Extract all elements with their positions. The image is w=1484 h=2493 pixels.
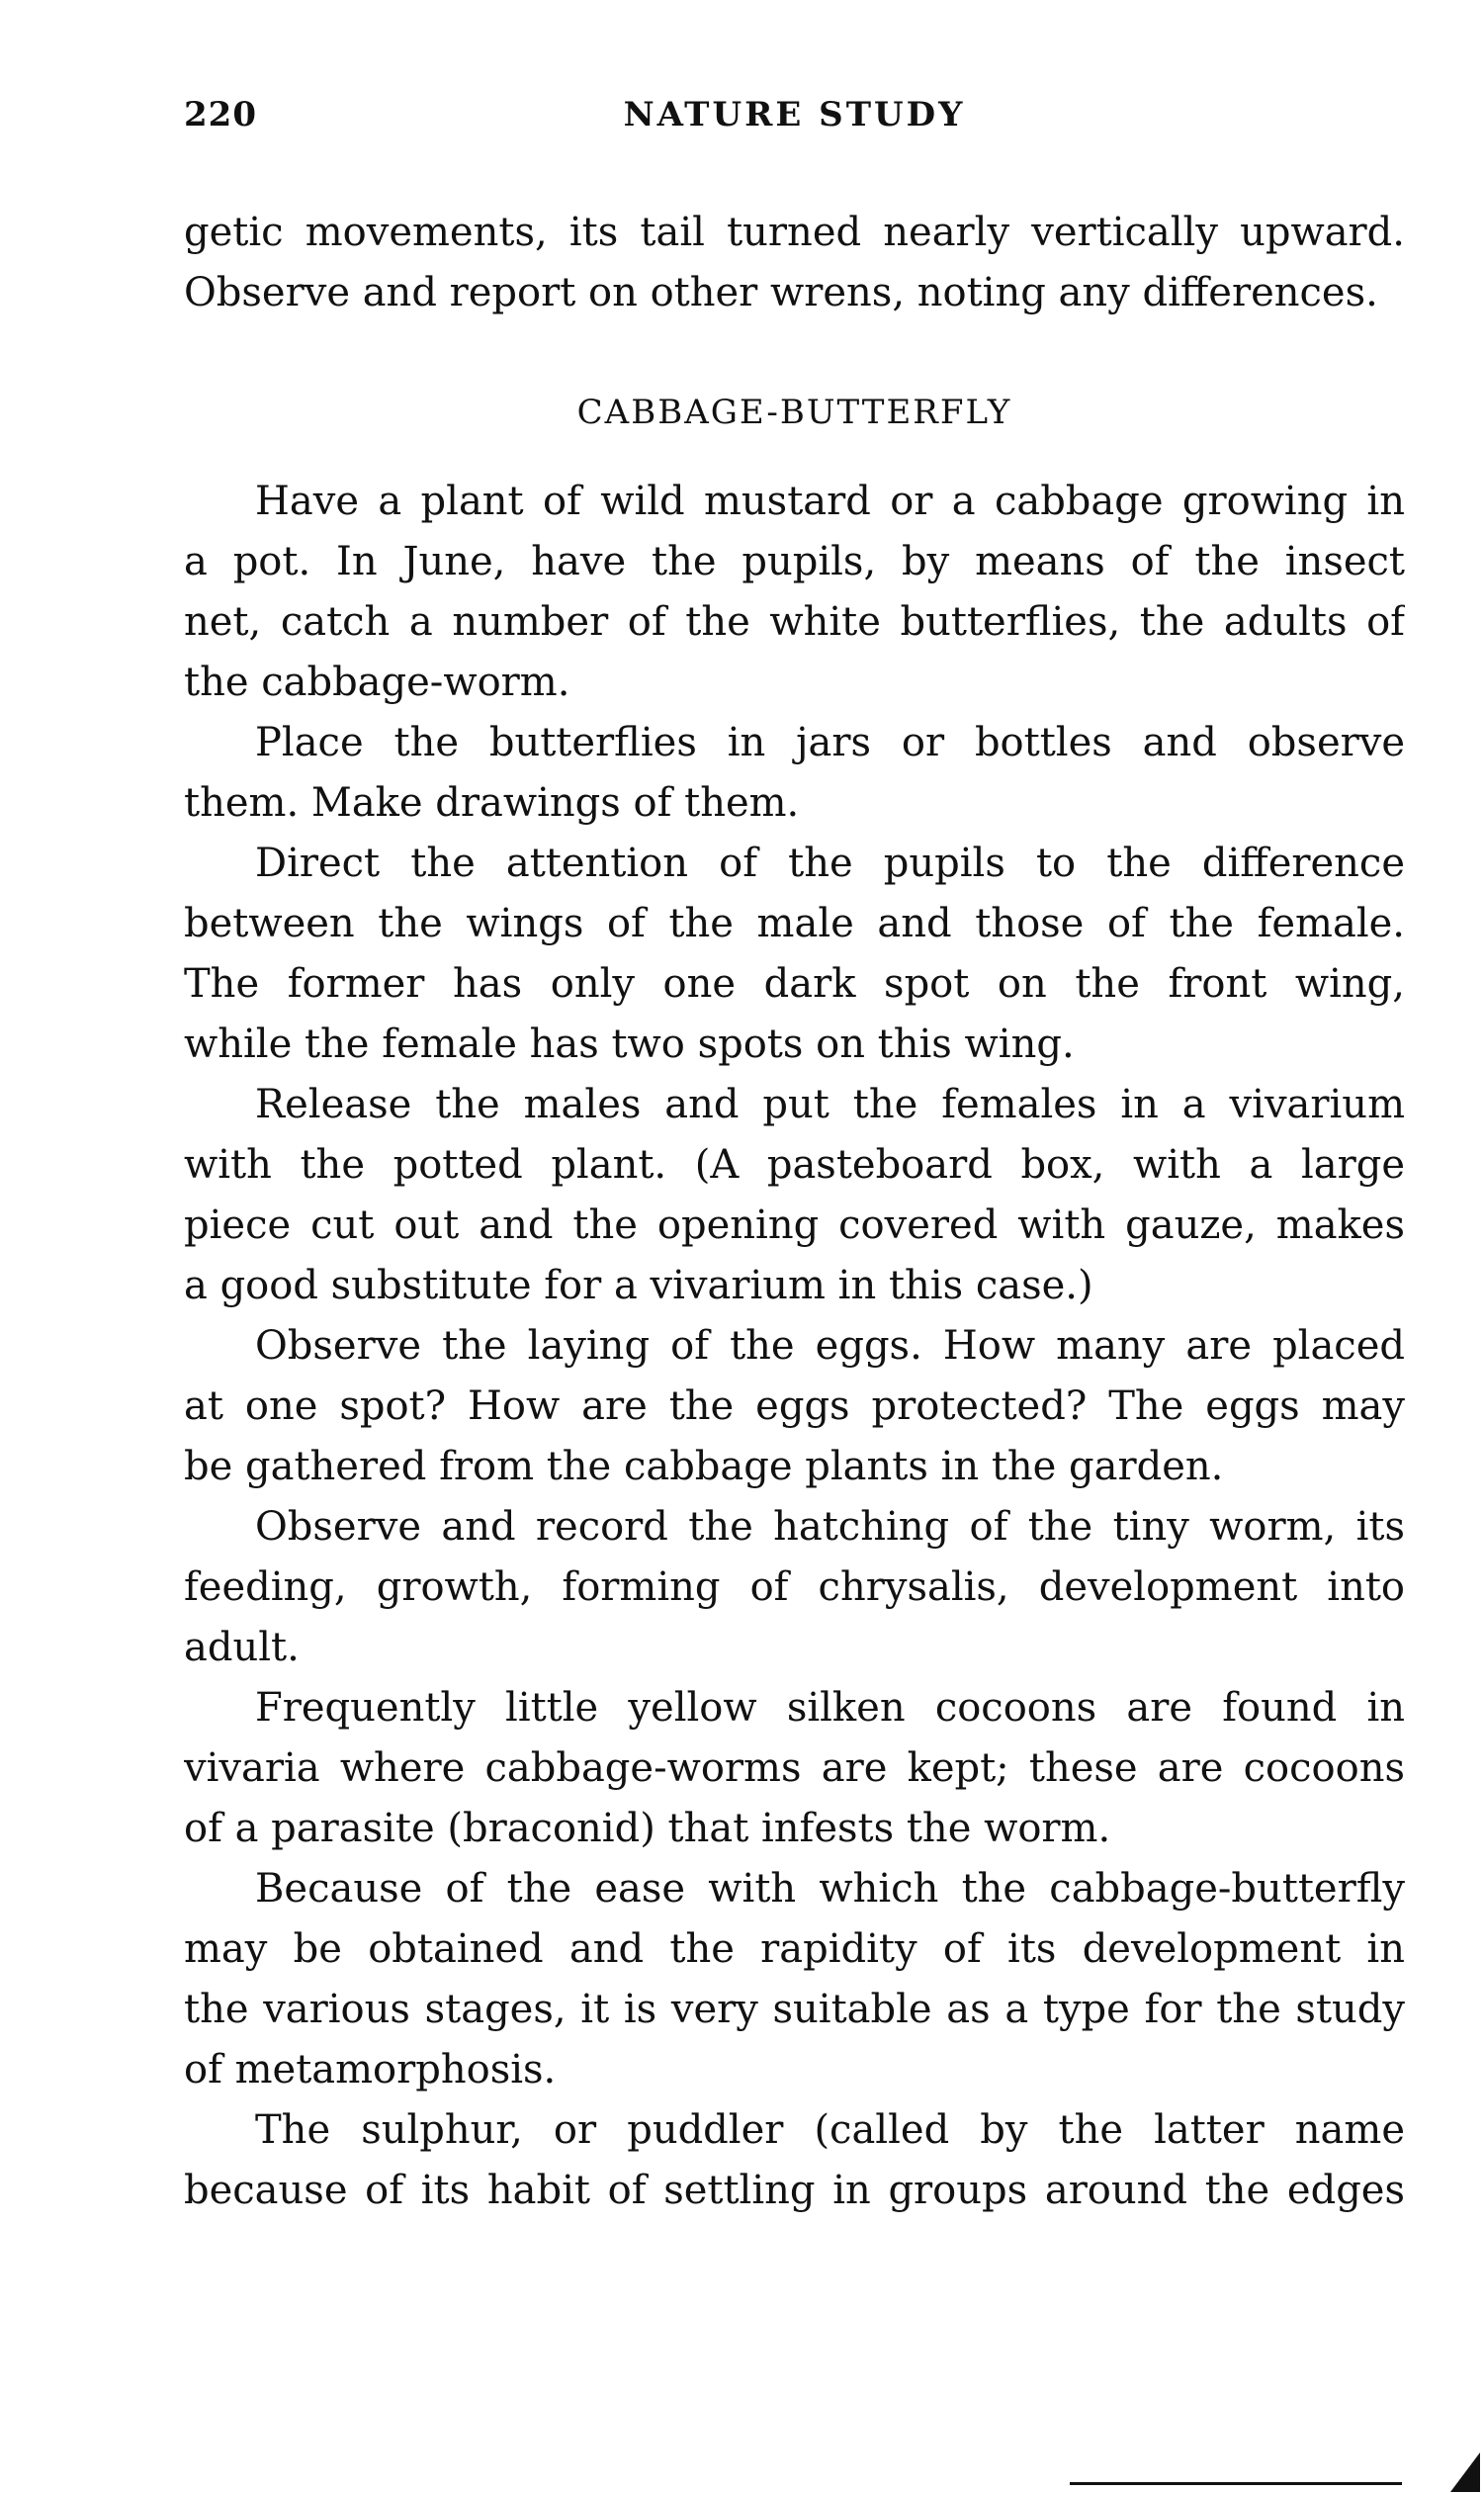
scan-corner-mark (1450, 2452, 1480, 2492)
text-line: feeding, growth, forming of chrysalis, development into (184, 1564, 1405, 1610)
text-line: Observe and record the hatching of the tiny worm, its (255, 1504, 1405, 1550)
text-line: a good substitute for a vivarium in this case.) (184, 1263, 1093, 1308)
page-number: 220 (184, 95, 257, 134)
body-text (184, 203, 1405, 2221)
text-line: be gathered from the cabbage plants in the garden. (184, 1444, 1224, 1489)
text-line: Observe and report on other wrens, noting any differences. (184, 270, 1378, 315)
section-heading: CABBAGE-BUTTERFLY (576, 393, 1012, 432)
text-line: getic movements, its tail turned nearly vertically upward. (184, 210, 1405, 255)
text-line: a pot. In June, have the pupils, by means of the insect (184, 539, 1405, 584)
text-line: because of its habit of settling in groups around the edges (184, 2168, 1405, 2213)
text-line: piece cut out and the opening covered with gauze, makes (184, 1202, 1405, 1248)
text-line: adult. (184, 1625, 300, 1670)
text-line: may be obtained and the rapidity of its development in (184, 1926, 1405, 1972)
text-line: Have a plant of wild mustard or a cabbage growing in (255, 479, 1405, 524)
text-line: vivaria where cabbage-worms are kept; these are cocoons (184, 1745, 1405, 1791)
text-line: Observe the laying of the eggs. How many are placed (255, 1323, 1405, 1369)
text-line: Release the males and put the females in a vivarium (255, 1082, 1405, 1127)
text-line: The former has only one dark spot on the front wing, (184, 961, 1405, 1007)
paragraph (184, 1678, 1405, 1859)
paragraph (184, 2100, 1405, 2221)
intro-paragraph (184, 203, 1405, 323)
text-line: of a parasite (braconid) that infests the worm. (184, 1806, 1111, 1851)
text-line: while the female has two spots on this wing. (184, 1022, 1075, 1067)
text-line: between the wings of the male and those of the female. (184, 901, 1405, 946)
text-line: with the potted plant. (A pasteboard box, with a large (184, 1142, 1405, 1188)
text-line: them. Make drawings of them. (184, 780, 800, 826)
paragraph (184, 713, 1405, 834)
running-head (184, 95, 1405, 154)
text-line: at one spot? How are the eggs protected? The eggs may (184, 1383, 1405, 1429)
paragraph (184, 472, 1405, 713)
paragraph (184, 1075, 1405, 1316)
paragraph (184, 834, 1405, 1075)
paragraph (184, 1859, 1405, 2100)
text-line: Place the butterflies in jars or bottles and observe (255, 720, 1405, 765)
text-line: of metamorphosis. (184, 2047, 557, 2092)
text-line: the various stages, it is very suitable as a type for the study (184, 1987, 1405, 2032)
text-line: Because of the ease with which the cabbage-butterfly (255, 1866, 1405, 1912)
paragraph (184, 1316, 1405, 1497)
paragraph (184, 1497, 1405, 1678)
footer-rule (1070, 2482, 1402, 2485)
running-title: NATURE STUDY (623, 95, 966, 134)
text-line: net, catch a number of the white butterflies, the adults of (184, 599, 1405, 645)
text-line: Frequently little yellow silken cocoons are found in (255, 1685, 1405, 1731)
text-line: The sulphur, or puddler (called by the latter name (255, 2107, 1405, 2153)
text-line: the cabbage-worm. (184, 660, 570, 705)
text-line: Direct the attention of the pupils to the difference (255, 841, 1405, 886)
